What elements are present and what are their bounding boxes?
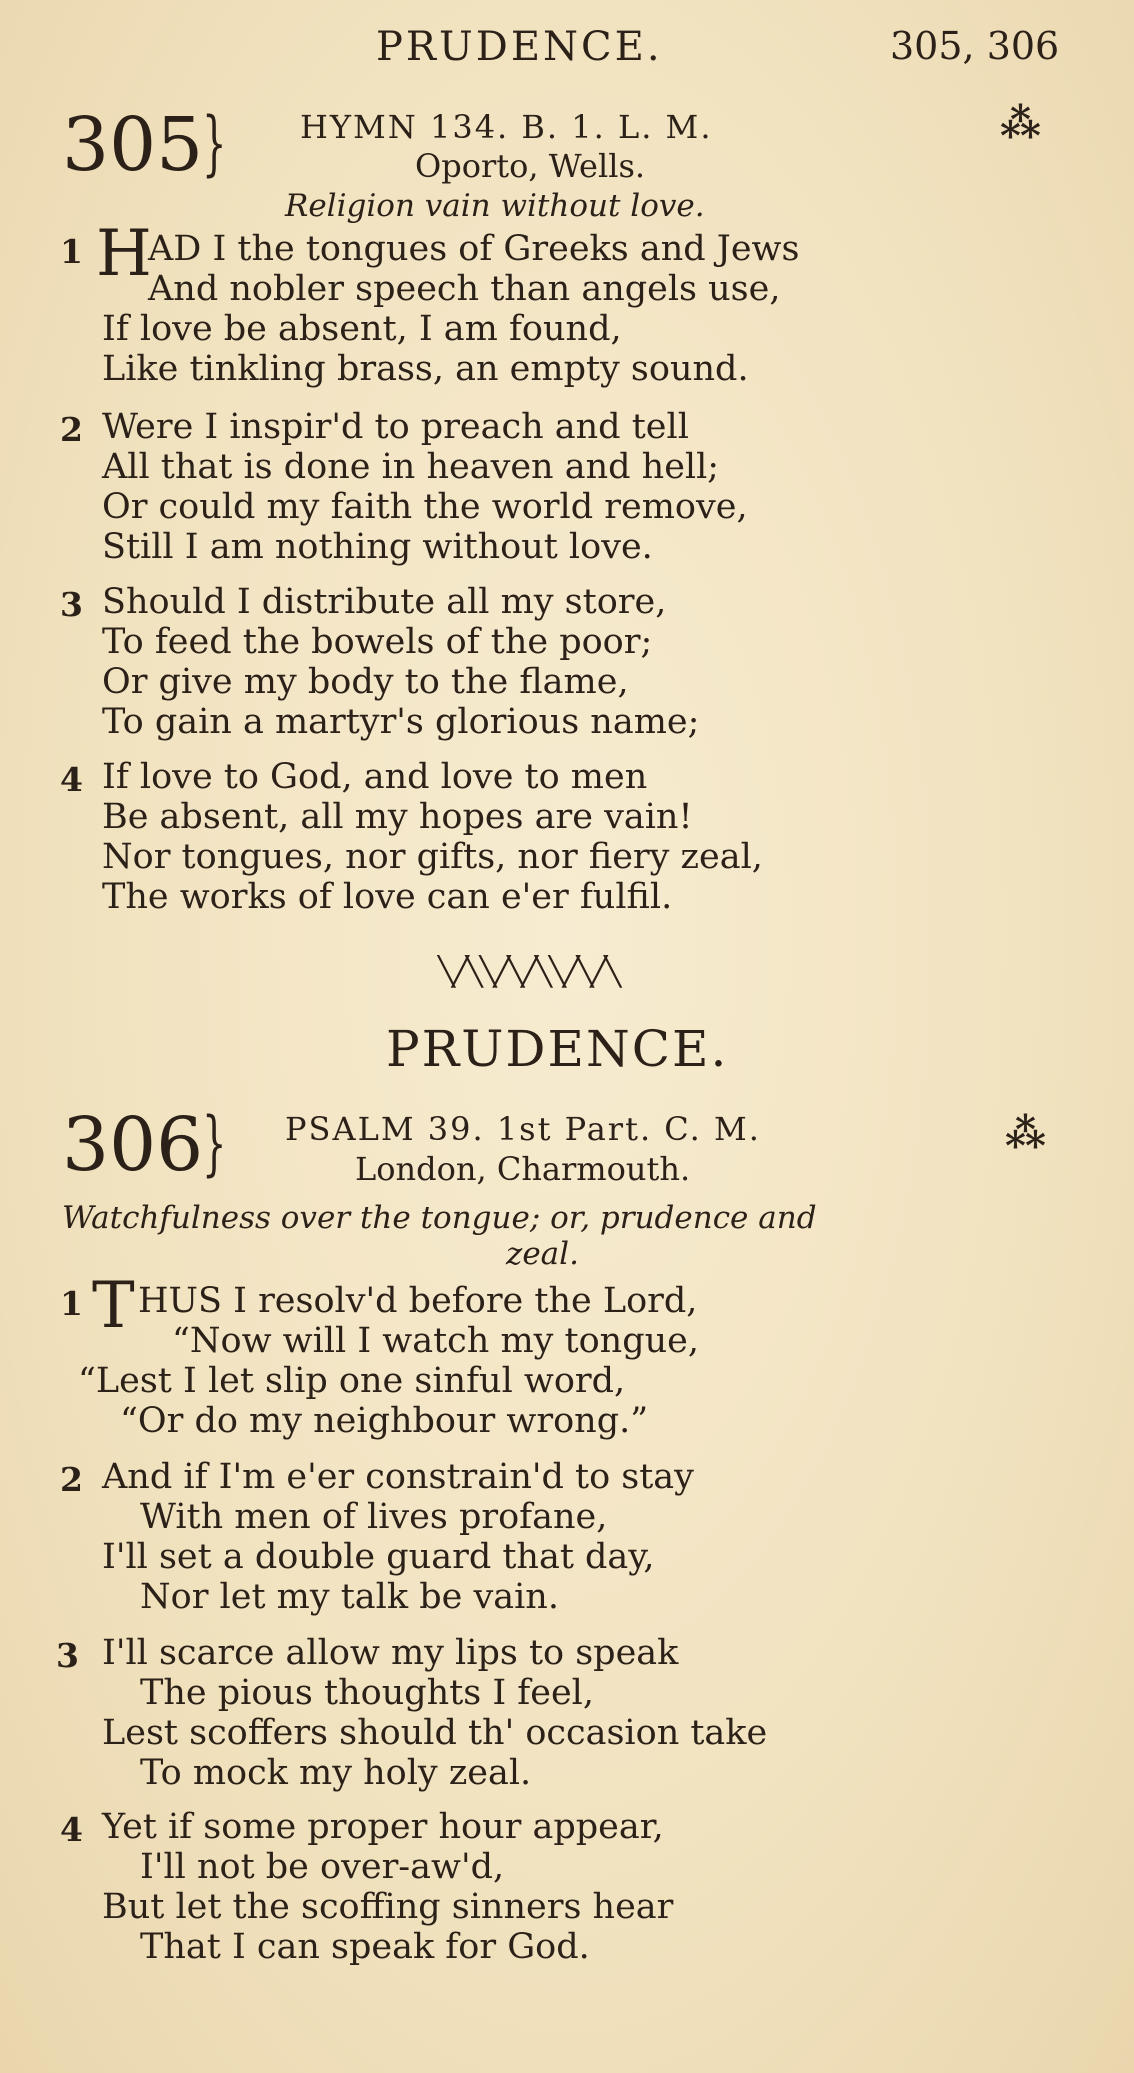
verse-line: If love be absent, I am found,	[102, 309, 622, 349]
brace-305: }	[202, 102, 227, 184]
verse-number: 1	[60, 1284, 83, 1323]
verse-line: “Now will I watch my tongue,	[172, 1321, 699, 1361]
verse-line: Were I inspir'd to preach and tell	[102, 407, 689, 447]
verse-line: Nor let my talk be vain.	[140, 1577, 559, 1617]
verse-line: Yet if some proper hour appear,	[102, 1807, 664, 1847]
section-heading: PRUDENCE.	[386, 1020, 729, 1078]
verse-line: AD I the tongues of Greeks and Jews	[148, 229, 800, 269]
hymn-number-306: 306	[62, 1102, 204, 1188]
verse-number: 4	[60, 760, 83, 799]
verse-line: The works of love can e'er fulfil.	[102, 877, 673, 917]
verse-number: 3	[60, 585, 83, 624]
verse-line: If love to God, and love to men	[102, 757, 648, 797]
verse-line: And if I'm e'er constrain'd to stay	[102, 1457, 694, 1497]
running-title: PRUDENCE.	[376, 24, 663, 70]
brace-306: }	[202, 1102, 227, 1184]
verse-number: 2	[60, 410, 83, 449]
verse-line: Should I distribute all my store,	[102, 582, 667, 622]
drop-cap: T	[92, 1269, 135, 1343]
verse-line: I'll scarce allow my lips to speak	[102, 1633, 679, 1673]
page-numbers: 305, 306	[890, 24, 1060, 68]
verse-number: 2	[60, 1460, 83, 1499]
hymn-subject-306: Watchfulness over the tongue; or, prudence and	[62, 1200, 817, 1236]
verse-number: 3	[56, 1636, 79, 1675]
verse-line: Or could my faith the world remove,	[102, 487, 748, 527]
verse-number: 4	[60, 1810, 83, 1849]
tune-names-305: Oporto, Wells.	[415, 147, 646, 185]
verse-line: “Or do my neighbour wrong.”	[120, 1401, 649, 1441]
verse-line: All that is done in heaven and hell;	[102, 447, 720, 487]
verse-line: I'll not be over-aw'd,	[140, 1847, 505, 1887]
verse-line: Lest scoffers should th' occasion take	[102, 1713, 768, 1753]
verse-line: I'll set a double guard that day,	[102, 1537, 655, 1577]
drop-cap: H	[96, 217, 152, 291]
asterism-mark-305: ⁂	[1000, 100, 1041, 147]
verse-line: HUS I resolv'd before the Lord,	[138, 1281, 698, 1321]
hymn-heading-306: PSALM 39. 1st Part. C. M.	[285, 1110, 761, 1148]
verse-line: Be absent, all my hopes are vain!	[102, 797, 693, 837]
verse-line: Nor tongues, nor gifts, nor fiery zeal,	[102, 837, 763, 877]
verse-line: Like tinkling brass, an empty sound.	[102, 349, 749, 389]
hymn-heading-305: HYMN 134. B. 1. L. M.	[300, 108, 713, 146]
verse-line: To feed the bowels of the poor;	[102, 622, 653, 662]
hymn-subject-305: Religion vain without love.	[285, 188, 705, 224]
hymn-subject-306-cont: zeal.	[506, 1236, 579, 1272]
verse-line: And nobler speech than angels use,	[148, 269, 781, 309]
asterism-mark-306: ⁂	[1005, 1110, 1046, 1157]
tune-names-306: London, Charmouth.	[355, 1150, 691, 1188]
verse-line: But let the scoffing sinners hear	[102, 1887, 674, 1927]
verse-line: That I can speak for God.	[140, 1927, 590, 1967]
verse-line: Or give my body to the flame,	[102, 662, 629, 702]
verse-number: 1	[60, 232, 83, 271]
verse-line: To gain a martyr's glorious name;	[102, 702, 700, 742]
verse-line: With men of lives profane,	[140, 1497, 608, 1537]
hymn-number-305: 305	[62, 102, 204, 188]
verse-line: Still I am nothing without love.	[102, 527, 653, 567]
ornamental-rule: ╲╱╲╲╱╲╱╲╲╱╲╱╲	[438, 955, 619, 988]
verse-line: “Lest I let slip one sinful word,	[78, 1361, 626, 1401]
verse-line: The pious thoughts I feel,	[140, 1673, 594, 1713]
verse-line: To mock my holy zeal.	[140, 1753, 532, 1793]
